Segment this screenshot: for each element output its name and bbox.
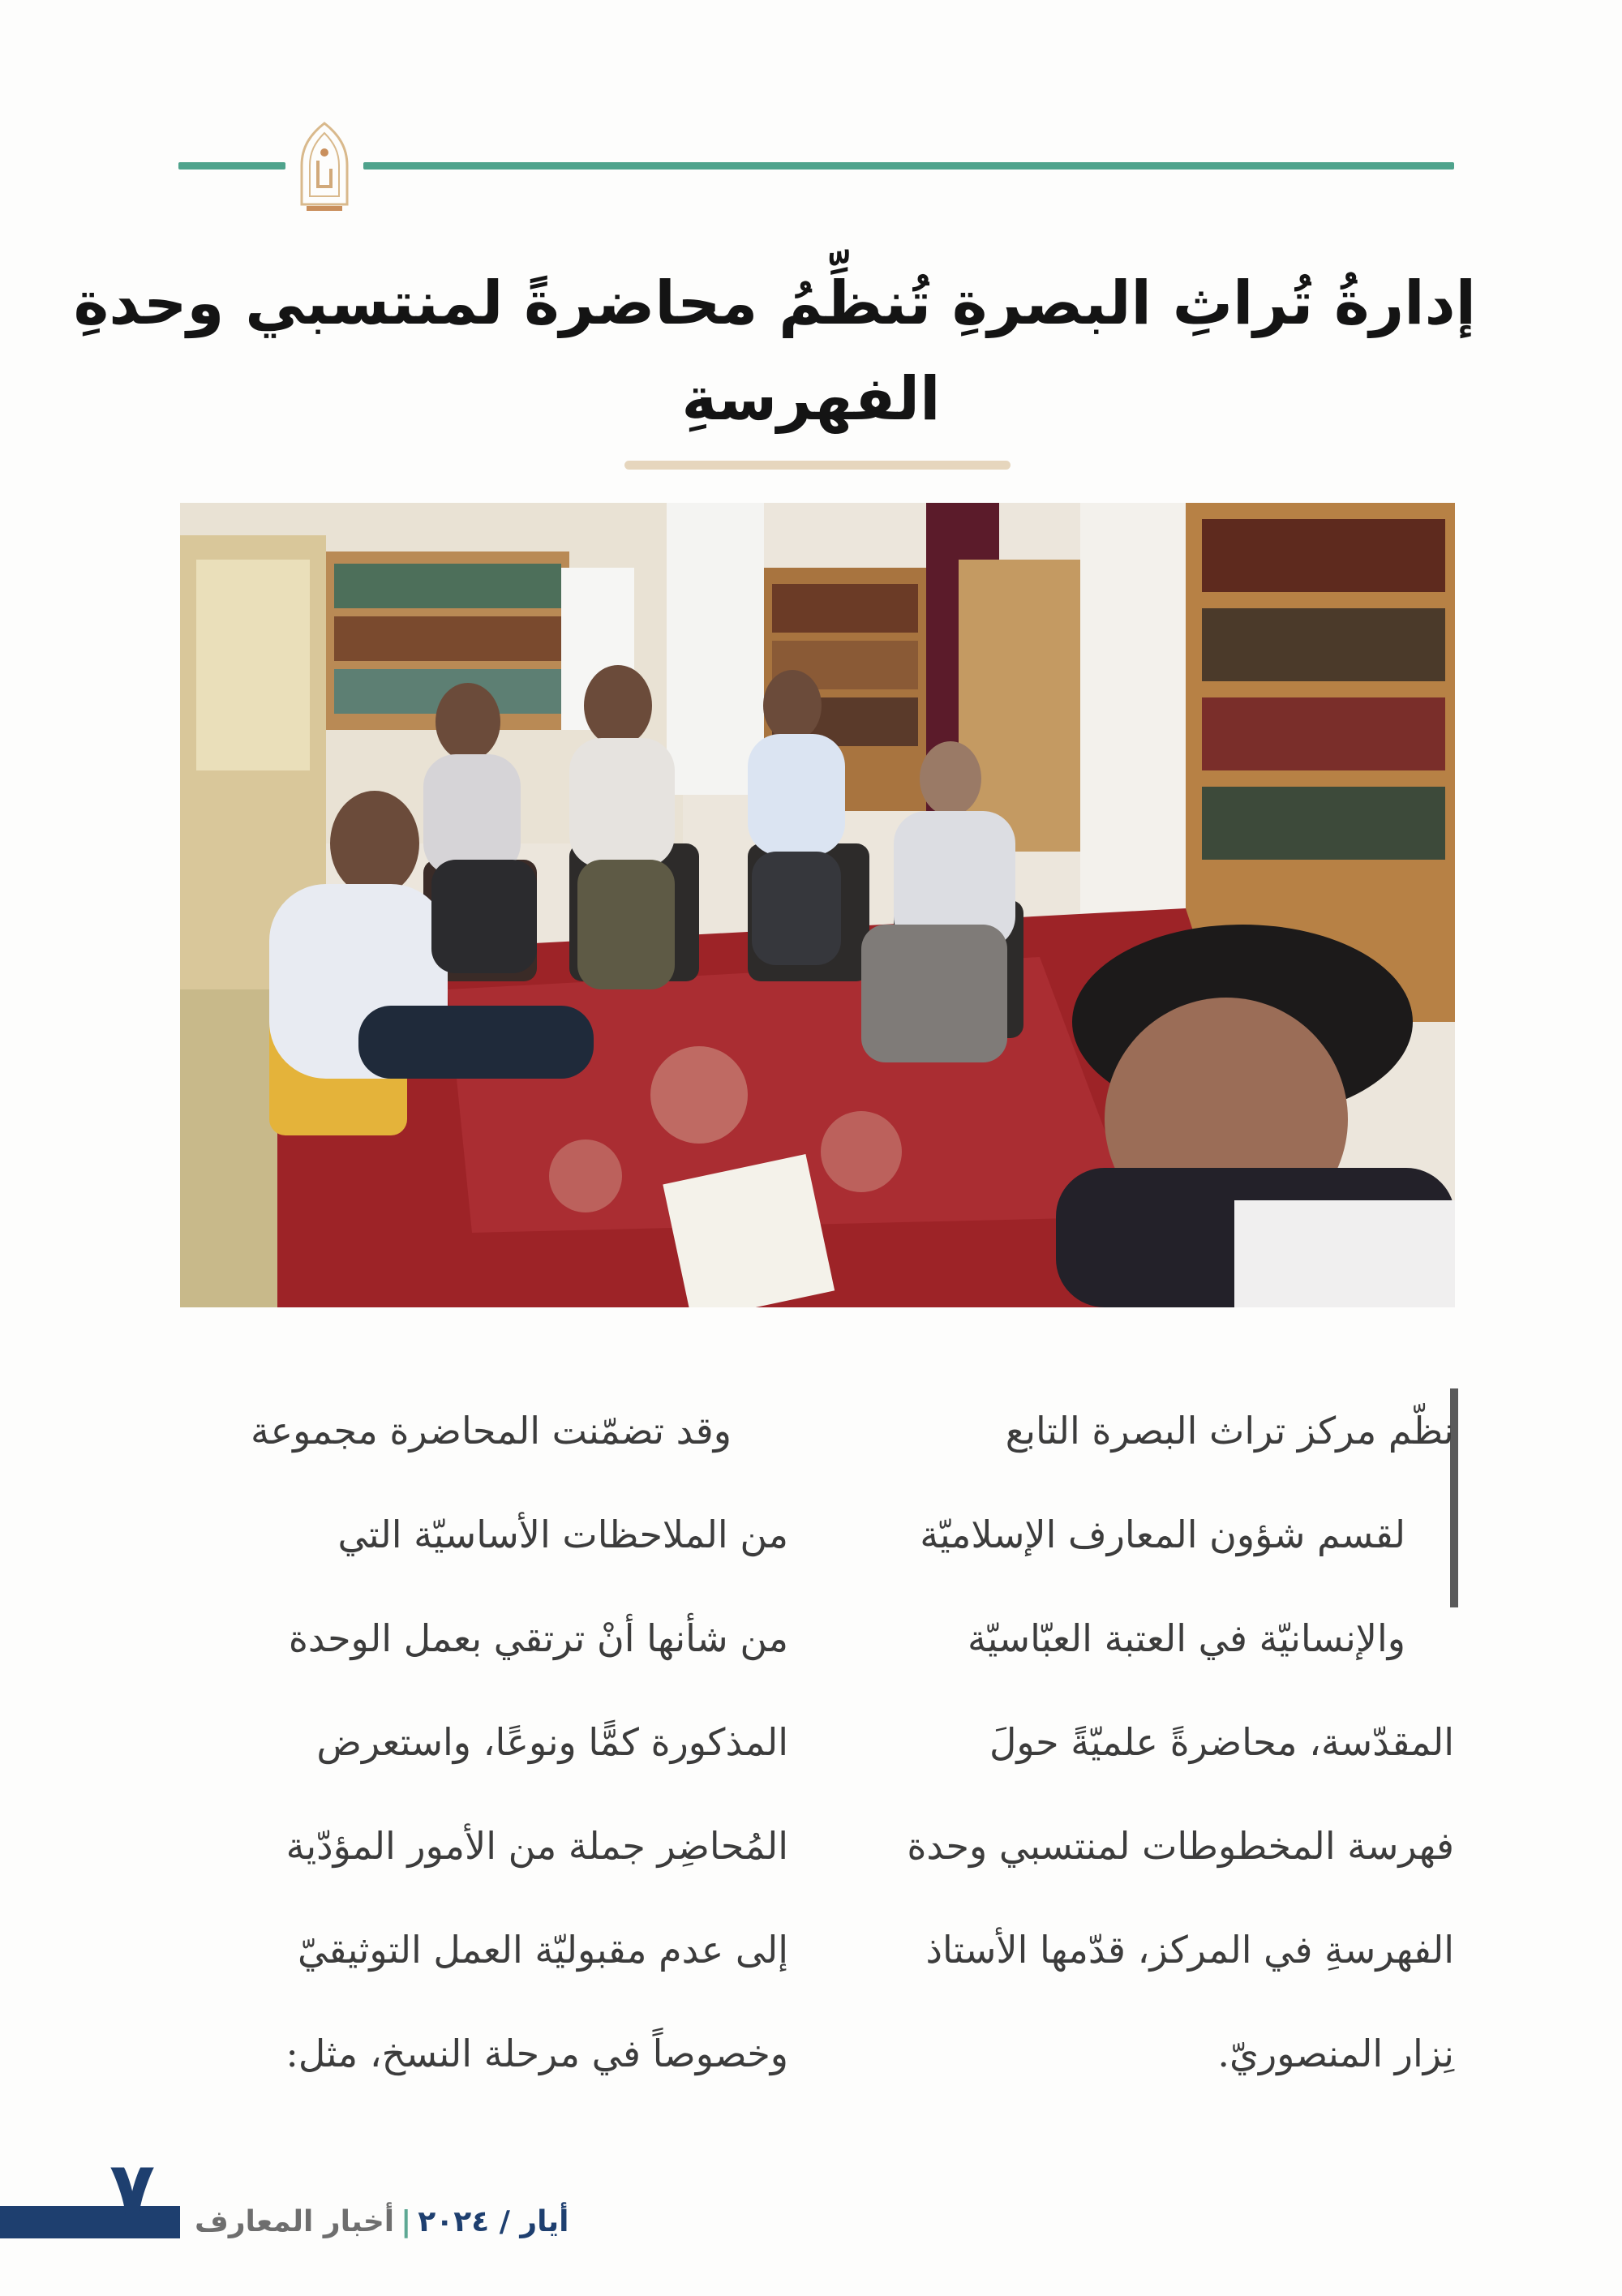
article-title bbox=[73, 255, 1476, 447]
paragraph-line: من الملاحظات الأساسيّة التي bbox=[337, 1513, 788, 1556]
publication-name: أخبار المعارف bbox=[195, 2205, 395, 2238]
article-column-left bbox=[178, 1379, 788, 2105]
paragraph-line: والإنسانيّة في العتبة العبّاسيّة bbox=[967, 1616, 1405, 1660]
paragraph-line: وخصوصاً في مرحلة النسخ، مثل: bbox=[285, 2032, 788, 2075]
paragraph-line: المُحاضِر جملة من الأمور المؤدّية bbox=[285, 1824, 788, 1868]
paragraph-line: الفهرسةِ في المركز، قدّمها الأستاذ bbox=[925, 1928, 1454, 1972]
title-line-2: الفهرسةِ bbox=[681, 364, 941, 434]
paragraph-line: إلى عدم مقبوليّة العمل التوثيقيّ bbox=[298, 1928, 788, 1972]
lecture-photo bbox=[180, 503, 1455, 1307]
paragraph-line: فهرسة المخطوطات لمنتسبي وحدة bbox=[907, 1824, 1454, 1868]
article-column-right bbox=[847, 1379, 1454, 2105]
paragraph-line: نِزار المنصوريّ. bbox=[1217, 2032, 1454, 2075]
issue-date: أيار / ٢٠٢٤ bbox=[418, 2205, 569, 2238]
header-rule-left bbox=[178, 162, 285, 170]
title-line-1: إدارةُ تُراثِ البصرةِ تُنظِّمُ محاضرةً لمنتسبي وحدةِ bbox=[73, 268, 1476, 338]
paragraph-line: المذكورة كمًّا ونوعًا، واستعرض bbox=[316, 1720, 788, 1764]
footer-separator: | bbox=[401, 2205, 412, 2238]
title-underline bbox=[624, 461, 1011, 470]
paragraph-line: نظّم مركز تراث البصرة التابع bbox=[1005, 1409, 1454, 1453]
paragraph-line: لقسم شؤون المعارف الإسلاميّة bbox=[920, 1513, 1405, 1556]
header-rule-right bbox=[363, 162, 1454, 170]
footer-info bbox=[195, 2202, 569, 2242]
paragraph-line: وقد تضمّنت المحاضرة مجموعة bbox=[251, 1409, 732, 1453]
paragraph-line: المقدّسة، محاضرةً علميّةً حولَ bbox=[989, 1720, 1454, 1764]
page-number: ٧ bbox=[109, 2146, 156, 2233]
paragraph-line: من شأنها أنْ ترتقي بعمل الوحدة bbox=[288, 1616, 788, 1660]
emblem-icon bbox=[292, 120, 357, 214]
